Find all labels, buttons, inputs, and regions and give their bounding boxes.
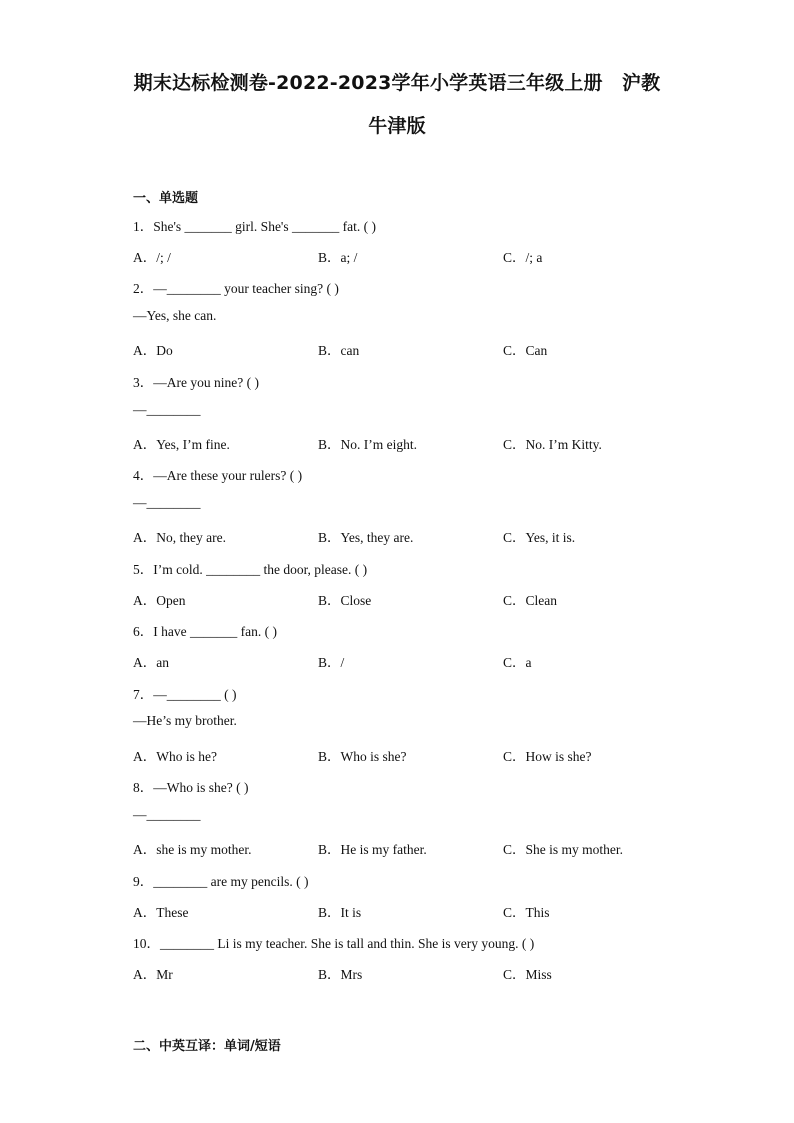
question-4-stem: 4．—Are these your rulers? ( ) [133, 468, 303, 483]
section-heading-translation: 二、中英互译：单词/短语 [133, 1039, 281, 1054]
question-2-reply: —Yes, she can. [133, 308, 217, 323]
question-3-stem: 3．—Are you nine? ( ) [133, 375, 259, 390]
question-1-option-a: A．/; / [133, 250, 171, 265]
page-title-continued: 牛津版 [368, 115, 426, 137]
question-5-option-b: B．Close [318, 593, 372, 608]
question-3-option-c: C．No. I’m Kitty. [503, 437, 602, 452]
question-8-option-b: B．He is my father. [318, 842, 427, 857]
question-6-option-a: A．an [133, 655, 169, 670]
question-1-option-c: C．/; a [503, 250, 543, 265]
question-4-reply: —________ [133, 495, 201, 510]
question-8-stem: 8．—Who is she? ( ) [133, 780, 249, 795]
question-6-option-b: B．/ [318, 655, 345, 670]
question-9-option-b: B．It is [318, 905, 362, 920]
question-1-stem: 1．She's _______ girl. She's _______ fat. ( ) [133, 219, 376, 234]
question-2-option-a: A．Do [133, 343, 173, 358]
question-1-option-b: B．a; / [318, 250, 358, 265]
question-7-option-b: B．Who is she? [318, 749, 407, 764]
question-8-option-c: C．She is my mother. [503, 842, 624, 857]
question-2-stem: 2．—________ your teacher sing? ( ) [133, 281, 339, 296]
question-3-reply: —________ [133, 402, 201, 417]
question-9-stem: 9．________ are my pencils. ( ) [133, 874, 309, 889]
page-title: 期末达标检测卷-2022-2023学年小学英语三年级上册 沪教 [133, 72, 661, 94]
question-2-option-c: C．Can [503, 343, 548, 358]
question-4-option-a: A．No, they are. [133, 530, 226, 545]
question-10-option-c: C．Miss [503, 967, 552, 982]
section-heading-single-choice: 一、单选题 [133, 191, 199, 206]
question-7-reply: —He’s my brother. [133, 713, 237, 728]
question-6-option-c: C．a [503, 655, 532, 670]
question-5-option-a: A．Open [133, 593, 186, 608]
question-8-reply: —________ [133, 807, 201, 822]
question-3-option-b: B．No. I’m eight. [318, 437, 417, 452]
question-4-option-c: C．Yes, it is. [503, 530, 576, 545]
question-7-stem: 7．—________ ( ) [133, 687, 237, 702]
question-7-option-c: C．How is she? [503, 749, 592, 764]
question-2-option-b: B．can [318, 343, 360, 358]
question-7-option-a: A．Who is he? [133, 749, 217, 764]
question-10-option-a: A．Mr [133, 967, 173, 982]
question-9-option-c: C．This [503, 905, 550, 920]
question-4-option-b: B．Yes, they are. [318, 530, 414, 545]
question-6-stem: 6．I have _______ fan. ( ) [133, 624, 277, 639]
question-5-stem: 5．I’m cold. ________ the door, please. ( ) [133, 562, 368, 577]
question-8-option-a: A．she is my mother. [133, 842, 252, 857]
question-3-option-a: A．Yes, I’m fine. [133, 437, 230, 452]
question-9-option-a: A．These [133, 905, 189, 920]
question-10-stem: 10．________ Li is my teacher. She is tall and thin. She is very young. ( ) [133, 936, 535, 951]
question-5-option-c: C．Clean [503, 593, 557, 608]
question-10-option-b: B．Mrs [318, 967, 363, 982]
